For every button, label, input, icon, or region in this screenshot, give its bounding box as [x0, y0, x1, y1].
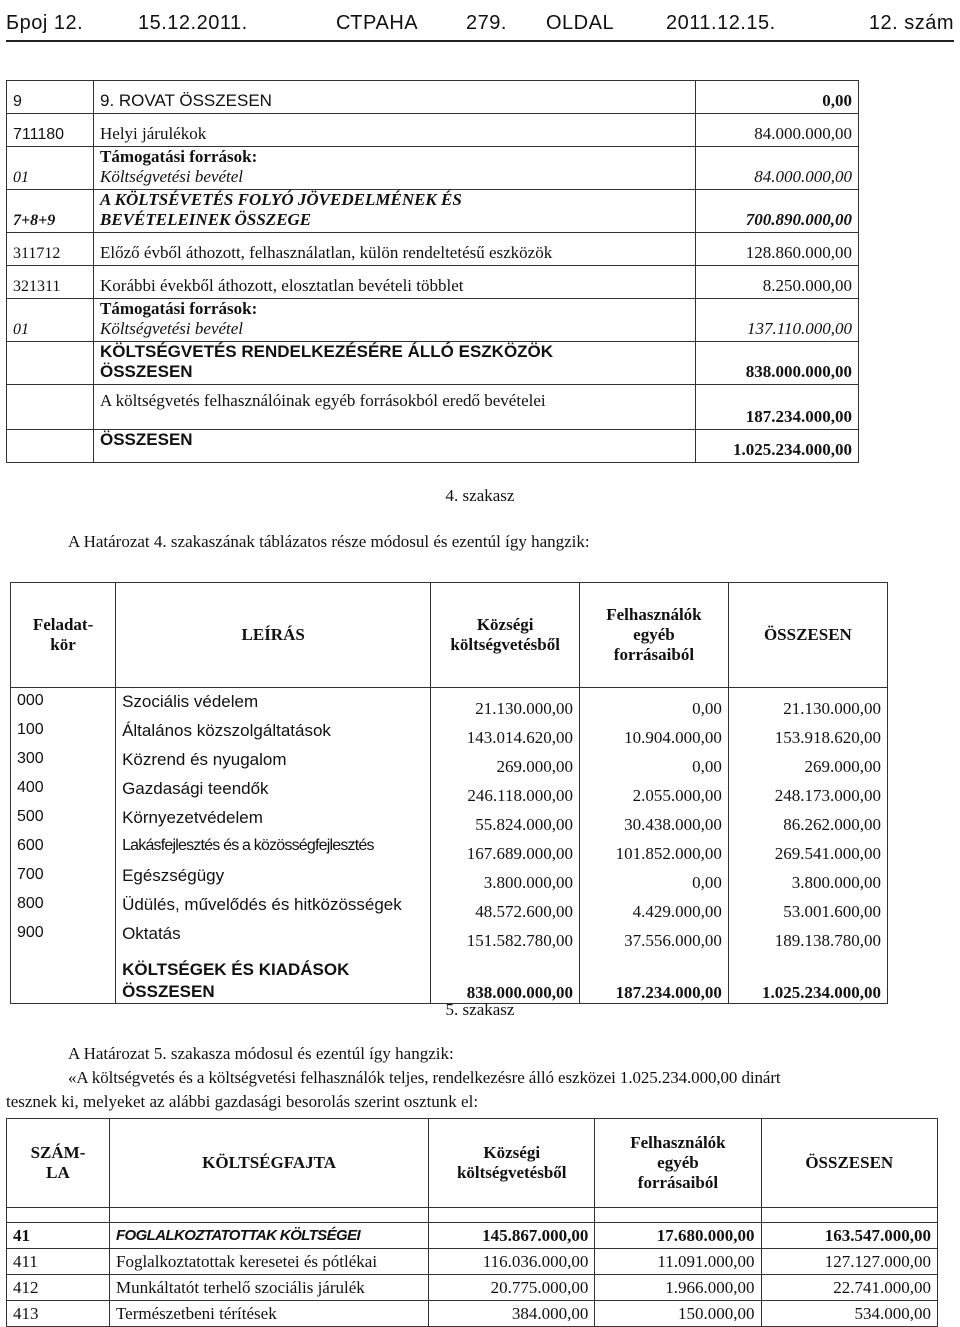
- row-code: [11, 951, 116, 1004]
- row-description-line2: BEVÉTELEINEK ÖSSZEGE: [100, 210, 312, 229]
- table-row: [7, 385, 859, 430]
- row-egyeb: 11.091.000,00: [595, 1249, 761, 1275]
- table-row: [7, 114, 859, 147]
- row-code: 100: [11, 719, 116, 748]
- row-kozsegi: 55.824.000,00: [431, 806, 580, 835]
- row-description-line2: ÖSSZESEN: [100, 362, 193, 381]
- row-description: FOGLALKOZTATOTTAK KÖLTSÉGEI: [109, 1223, 428, 1249]
- table-row: [11, 748, 888, 777]
- row-amount: 0,00: [696, 81, 859, 114]
- row-description-text: Költségvetési bevétel: [100, 167, 244, 186]
- row-description: Természetbeni térítések: [109, 1301, 428, 1327]
- table-row: [11, 688, 888, 720]
- row-description: A költségvetés felhasználóinak egyéb forrásokból eredő bevételei: [94, 385, 696, 430]
- row-egyeb: 0,00: [580, 688, 729, 720]
- header-oldal: OLDAL: [546, 12, 615, 34]
- row-description: Helyi járulékok: [94, 114, 696, 147]
- row-code: 711180: [7, 114, 94, 147]
- row-code: 7+8+9: [7, 190, 94, 233]
- row-description: Közrend és nyugalom: [116, 748, 431, 777]
- col-header-kozsegi: Községi költségvetésből: [429, 1119, 595, 1208]
- col-header-szamla: SZÁM- LA: [7, 1119, 110, 1208]
- table-row: [11, 922, 888, 951]
- row-description: Munkáltatót terhelő szociális járulék: [109, 1275, 428, 1301]
- row-description: Foglalkoztatottak keresetei és pótlékai: [109, 1249, 428, 1275]
- row-description: Korábbi évekből áthozott, elosztatlan bevételi többlet: [94, 266, 696, 299]
- table-row: [7, 1301, 938, 1327]
- col-header-egyeb: Felhasználók egyéb forrásaiból: [595, 1119, 761, 1208]
- row-code: 01: [7, 299, 94, 342]
- row-description: ÖSSZESEN: [94, 430, 696, 463]
- row-code: 321311: [7, 266, 94, 299]
- row-code: 411: [7, 1249, 110, 1275]
- row-amount: 8.250.000,00: [696, 266, 859, 299]
- row-kozsegi: 20.775.000,00: [429, 1275, 595, 1301]
- table-row: [7, 1275, 938, 1301]
- funding-sources-heading: Támogatási források:: [100, 299, 258, 318]
- table-row: [7, 147, 859, 190]
- row-description: Általános közszolgáltatások: [116, 719, 431, 748]
- table-row: [7, 430, 859, 463]
- row-kozsegi: 116.036.000,00: [429, 1249, 595, 1275]
- row-amount: 1.025.234.000,00: [696, 430, 859, 463]
- row-osszesen: 86.262.000,00: [728, 806, 887, 835]
- row-osszesen: 21.130.000,00: [728, 688, 887, 720]
- row-kozsegi: 3.800.000,00: [431, 864, 580, 893]
- row-description: [94, 299, 696, 342]
- row-kozsegi: 48.572.600,00: [431, 893, 580, 922]
- row-osszesen: 189.138.780,00: [728, 922, 887, 951]
- expenditure-by-function-table: [10, 582, 888, 1004]
- col-header-koltsegfajta: KÖLTSÉGFAJTA: [109, 1119, 428, 1208]
- total-kozsegi: 838.000.000,00: [431, 951, 580, 1004]
- row-osszesen: 153.918.620,00: [728, 719, 887, 748]
- table-row: [11, 864, 888, 893]
- section-5-title: 5. szakasz: [445, 1000, 515, 1019]
- header-page-number: 279.: [466, 12, 507, 34]
- row-description: Lakásfejlesztés és a közösségfejlesztés: [116, 835, 431, 864]
- table-row: [7, 342, 859, 385]
- row-code: [7, 430, 94, 463]
- section-5-line3: tesznek ki, melyeket az alábbi gazdasági besorolás szerint osztunk el:: [6, 1092, 479, 1111]
- cost-type-table: [6, 1118, 938, 1327]
- row-kozsegi: 151.582.780,00: [431, 922, 580, 951]
- row-kozsegi: 143.014.620,00: [431, 719, 580, 748]
- section-5-line2: «A költségvetés és a költségvetési felhasználók teljes, rendelkezésre álló eszközei 1.025.234.000,00 dinárt: [68, 1068, 781, 1087]
- row-osszesen: 269.000,00: [728, 748, 887, 777]
- row-code: 413: [7, 1301, 110, 1327]
- row-egyeb: 1.966.000,00: [595, 1275, 761, 1301]
- row-description: Szociális védelem: [116, 688, 431, 720]
- row-description-line1: A KÖLTSÉVETÉS FOLYÓ JÖVEDELMÉNEK ÉS: [100, 190, 462, 209]
- row-code: 900: [11, 922, 116, 951]
- row-description: Üdülés, művelődés és hitközösségek: [116, 893, 431, 922]
- row-code: 500: [11, 806, 116, 835]
- row-description: Oktatás: [116, 922, 431, 951]
- row-egyeb: 4.429.000,00: [580, 893, 729, 922]
- row-code: 311712: [7, 233, 94, 266]
- row-code: 000: [11, 688, 116, 720]
- row-description-text: Költségvetési bevétel: [100, 319, 244, 338]
- col-header-leiras: LEÍRÁS: [116, 583, 431, 688]
- row-description: Egészségügy: [116, 864, 431, 893]
- row-code: 9: [7, 81, 94, 114]
- table-row: [7, 299, 859, 342]
- row-osszesen: 248.173.000,00: [728, 777, 887, 806]
- row-egyeb: 2.055.000,00: [580, 777, 729, 806]
- col-header-osszesen: ÖSSZESEN: [761, 1119, 937, 1208]
- col-header-egyeb: Felhasználók egyéb forrásaiból: [580, 583, 729, 688]
- page-header: [6, 8, 954, 40]
- row-description-line1: KÖLTSÉGVETÉS RENDELKEZÉSÉRE ÁLLÓ ESZKÖZÖK: [100, 342, 554, 361]
- header-szam: 12. szám: [868, 12, 954, 34]
- row-kozsegi: 269.000,00: [431, 748, 580, 777]
- row-amount: 84.000.000,00: [696, 147, 859, 190]
- row-amount: 84.000.000,00: [696, 114, 859, 147]
- table-row: [7, 1249, 938, 1275]
- row-osszesen: 22.741.000,00: [761, 1275, 937, 1301]
- total-egyeb: 187.234.000,00: [580, 951, 729, 1004]
- table-header-row: [7, 1119, 938, 1208]
- row-code: 01: [7, 147, 94, 190]
- col-header-kozsegi: Községi költségvetésből: [431, 583, 580, 688]
- revenue-summary-table: [6, 80, 859, 463]
- row-code: 400: [11, 777, 116, 806]
- funding-sources-heading: Támogatási források:: [100, 147, 258, 166]
- row-code: 41: [7, 1223, 110, 1249]
- table-row: [11, 893, 888, 922]
- table-total-row: [11, 951, 888, 1004]
- table-row: [7, 190, 859, 233]
- row-code: 800: [11, 893, 116, 922]
- row-egyeb: 0,00: [580, 748, 729, 777]
- row-osszesen: 3.800.000,00: [728, 864, 887, 893]
- table-row: [7, 233, 859, 266]
- header-divider: [6, 40, 954, 42]
- header-date-hu: 2011.12.15.: [666, 12, 776, 34]
- row-code: 412: [7, 1275, 110, 1301]
- row-osszesen: 53.001.600,00: [728, 893, 887, 922]
- header-strana: СТРАНА: [336, 12, 419, 34]
- row-code: [7, 385, 94, 430]
- row-osszesen: 163.547.000,00: [761, 1223, 937, 1249]
- row-code: [7, 342, 94, 385]
- table-row: [11, 806, 888, 835]
- row-kozsegi: 145.867.000,00: [429, 1223, 595, 1249]
- row-description: KÖLTSÉGEK ÉS KIADÁSOK ÖSSZESEN: [116, 951, 431, 1004]
- row-egyeb: 10.904.000,00: [580, 719, 729, 748]
- header-date-sr: 15.12.2011.: [138, 12, 248, 34]
- row-osszesen: 127.127.000,00: [761, 1249, 937, 1275]
- row-kozsegi: 21.130.000,00: [431, 688, 580, 720]
- row-osszesen: 269.541.000,00: [728, 835, 887, 864]
- row-description: [94, 342, 696, 385]
- table-row: [11, 777, 888, 806]
- row-description: Környezetvédelem: [116, 806, 431, 835]
- row-kozsegi: 167.689.000,00: [431, 835, 580, 864]
- row-amount: 187.234.000,00: [696, 385, 859, 430]
- row-code: 700: [11, 864, 116, 893]
- table-row: [7, 266, 859, 299]
- table-row: [11, 719, 888, 748]
- row-amount: 838.000.000,00: [696, 342, 859, 385]
- row-egyeb: 101.852.000,00: [580, 835, 729, 864]
- table-row: [7, 81, 859, 114]
- table-row: [7, 1223, 938, 1249]
- row-description: Gazdasági teendők: [116, 777, 431, 806]
- col-header-osszesen: ÖSSZESEN: [728, 583, 887, 688]
- row-description: Előző évből áthozott, felhasználatlan, külön rendeltetésű eszközök: [94, 233, 696, 266]
- section-4-text: A Határozat 4. szakaszának táblázatos része módosul és ezentúl így hangzik:: [68, 532, 590, 551]
- row-code: 600: [11, 835, 116, 864]
- row-amount: 700.890.000,00: [696, 190, 859, 233]
- header-broj: Број 12.: [6, 12, 84, 34]
- table-row: [11, 835, 888, 864]
- row-osszesen: 534.000,00: [761, 1301, 937, 1327]
- row-amount: 128.860.000,00: [696, 233, 859, 266]
- row-amount: 137.110.000,00: [696, 299, 859, 342]
- section-4-title: 4. szakasz: [445, 486, 515, 505]
- row-egyeb: 17.680.000,00: [595, 1223, 761, 1249]
- row-kozsegi: 384.000,00: [429, 1301, 595, 1327]
- col-header-feladatkor: Feladat- kör: [11, 583, 116, 688]
- table-spacer-row: [7, 1208, 938, 1223]
- row-egyeb: 0,00: [580, 864, 729, 893]
- row-code: 300: [11, 748, 116, 777]
- row-description: [94, 190, 696, 233]
- total-osszesen: 1.025.234.000,00: [728, 951, 887, 1004]
- row-description: 9. ROVAT ÖSSZESEN: [94, 81, 696, 114]
- row-egyeb: 30.438.000,00: [580, 806, 729, 835]
- row-egyeb: 37.556.000,00: [580, 922, 729, 951]
- row-egyeb: 150.000,00: [595, 1301, 761, 1327]
- row-description: [94, 147, 696, 190]
- table-header-row: [11, 583, 888, 688]
- section-5-line1: A Határozat 5. szakasza módosul és ezentúl így hangzik:: [68, 1044, 454, 1063]
- row-kozsegi: 246.118.000,00: [431, 777, 580, 806]
